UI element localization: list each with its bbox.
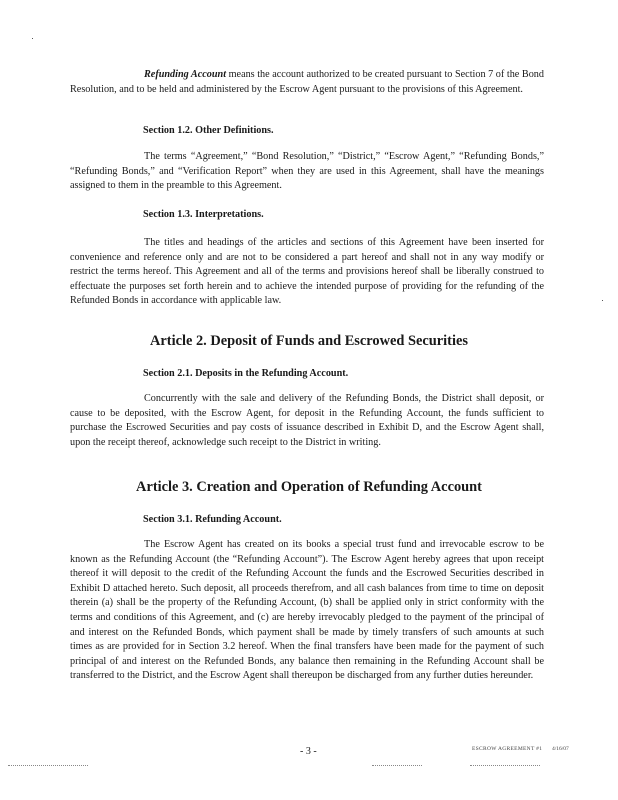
article-3-heading: Article 3. Creation and Operation of Refunding Account bbox=[136, 479, 482, 495]
paragraph-refunding-account-definition bbox=[70, 68, 544, 97]
footer-rule-middle bbox=[372, 765, 422, 766]
paragraph-deposits: Concurrently with the sale and delivery of the Refunding Bonds, the District shall deposit, or cause to be deposited, with the Escrow Agent, for deposit in the Refunding Account, the funds sufficient to purchase the Escrowed Securities and pay costs of issuance described in Exhibit D, and the Escrow Agent shall, upon the receipt thereof, acknowledge such receipt to the District in writing. bbox=[70, 393, 544, 448]
paragraph-other-definitions: The terms “Agreement,” “Bond Resolution,” “District,” “Escrow Agent,” “Refunding Bonds,” “Refunding Bonds,” and “Verification Report” when they are used in this Agreement, shall have the meanings assigned to them in the preamble to this Agreement. bbox=[70, 151, 544, 192]
footer-rule-left bbox=[8, 765, 88, 766]
page-number: - 3 - bbox=[300, 746, 317, 757]
paragraph-refunding-account: The Escrow Agent has created on its books a special trust fund and irrevocable escrow to be known as the Refunding Account (the “Refunding Account”). The Escrow Agent hereby agrees that upon receipt thereof it will deposit to the credit of the Refunding Account the funds and the Escrowed Securities described in Exhibit D attached hereto. Such deposit, all proceeds therefrom, and all cash balances from time to time on deposit therein (a) shall be the property of the Refunding Account, (b) shall be applied only in strict conformity with the terms and conditions of this Agreement, and (c) are hereby irrevocably pledged to the payment of the principal of and interest on the Refunded Bonds, which payment shall be made by timely transfers of such amounts at such times as are provided for in Section 3.2 hereof. When the final transfers have been made for the payment of such principal of and interest on the Refunded Bonds, any balance then remaining in the Refunding Account shall be transferred to the District, and the Escrow Agent shall thereupon be discharged from any further duties hereunder. bbox=[70, 539, 544, 682]
scan-speck bbox=[602, 300, 603, 301]
defined-term: Refunding Account bbox=[144, 69, 227, 80]
definition-text: means the account authorized to be created pursuant to Section 7 of the Bond Resolution, and to be held and administered by the Escrow Agent pursuant to the provisions of this Agreement. bbox=[70, 69, 544, 95]
section-1-3-heading: Section 1.3. Interpretations. bbox=[143, 209, 264, 220]
section-2-1-heading: Section 2.1. Deposits in the Refunding Account. bbox=[143, 368, 349, 379]
section-1-2-heading: Section 1.2. Other Definitions. bbox=[143, 125, 274, 136]
footer-rule-right bbox=[470, 765, 540, 766]
section-3-1-heading: Section 3.1. Refunding Account. bbox=[143, 514, 282, 525]
paragraph-interpretations: The titles and headings of the articles and sections of this Agreement have been inserted for convenience and reference only and are not to be considered a part hereof and shall not in any way modify or restrict the terms hereof. This Agreement and all of the terms and provisions hereof shall be liberally construed to effectuate the purposes set forth herein and to achieve the intended purpose of providing for the refunding of the Refunded Bonds in accordance with applicable law. bbox=[70, 237, 544, 307]
article-2-heading: Article 2. Deposit of Funds and Escrowed Securities bbox=[150, 333, 468, 349]
scan-speck bbox=[32, 38, 33, 39]
document-date: 4/16/07 bbox=[552, 746, 569, 752]
document-id: ESCROW AGREEMENT #1 bbox=[472, 746, 543, 752]
